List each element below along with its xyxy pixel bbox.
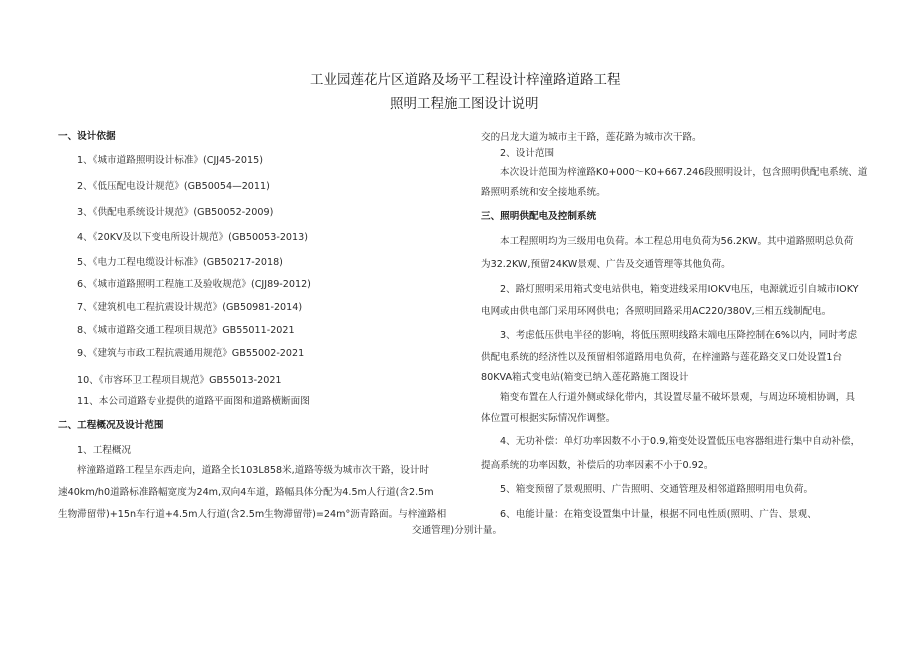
voltage-drop-line-2: 供配电系统的经济性以及预留相邻道路用电负荷，在梓潼路与莲花路交叉口处设置1台 [481,352,843,363]
overview-continuation: 交的吕龙大道为城市主干路，莲花路为城市次干路。 [481,132,702,143]
section-1-heading: 一、设计依据 [58,131,116,142]
basis-item-4: 4、《20KV及以下变电所设计规范》(GB50053-2013) [77,232,308,243]
basis-item-3: 3、《供配电系统设计规范》(GB50052-2009) [77,207,274,218]
supply-paragraph-line-1: 2、路灯照明采用箱式变电站供电，箱变进线采用IOKV电压，电源就近引自城市IOKY [500,284,859,295]
metering-line-2: 交通管理)分别计量。 [412,525,503,536]
reactive-compensation-line-1: 4、无功补偿：单灯功率因数不小于0.9,箱变处设置低压电容器组进行集中自动补偿， [500,436,861,447]
reactive-compensation-line-2: 提高系统的功率因数，补偿后的功率因素不小于0.92。 [481,460,714,471]
basis-item-2: 2、《低压配电设计规范》(GB50054—2011) [77,181,270,192]
supply-paragraph-line-2: 电网或由供电部门采用环网供电；各照明回路采用AC220/380V,三相五线制配电。 [481,306,832,317]
subsection-overview-heading: 1、工程概况 [77,445,132,456]
basis-item-9: 9、《建筑与市政工程抗震通用规范》GB55002-2021 [77,348,305,359]
basis-item-7: 7、《建筑机电工程抗震设计规范》(GB50981-2014) [77,302,303,313]
reserved-load-paragraph: 5、箱变预留了景观照明、广告照明、交通管理及相邻道路照明用电负荷。 [500,484,814,495]
basis-item-6: 6、《城市道路照明工程施工及验收规范》(CJJ89-2012) [77,279,311,290]
basis-item-10: 10、《市容环卫工程项目规范》GB55013-2021 [77,375,282,386]
basis-item-5: 5、《电力工程电缆设计标准》(GB50217-2018) [77,257,283,268]
overview-line-2: 速40km/h0道路标准路幅宽度为24m,双向4车道，路幅具体分配为4.5m人行道(含2.5m [58,487,434,498]
basis-item-11: 11、本公司道路专业提供的道路平面图和道路横断面图 [77,396,310,407]
subsection-scope-heading: 2、设计范围 [500,148,555,159]
substation-placement-line-1: 箱变布置在人行道外侧或绿化带内，其设置尽量不破坏景观，与周边环境相协调，具 [500,392,855,403]
load-paragraph-line-1: 本工程照明均为三级用电负荷。本工程总用电负荷为56.2KW。其中道路照明总负荷 [500,236,854,247]
basis-item-8: 8、《城市道路交通工程项目规范》GB55011-2021 [77,325,295,336]
voltage-drop-line-1: 3、考虑低压供电半径的影响，将低压照明线路末端电压降控制在6%以内，同时考虑 [500,330,858,341]
section-3-heading: 三、照明供配电及控制系统 [481,211,597,222]
scope-line-2: 路照明系统和安全接地系统。 [481,187,606,198]
basis-item-1: 1、《城市道路照明设计标准》(CJJ45-2015) [77,155,263,166]
overview-line-1: 梓潼路道路工程呈东西走向，道路全长103L858米,道路等级为城市次干路，设计时 [77,465,430,476]
scope-line-1: 本次设计范围为梓潼路K0+000～K0+667.246段照明设计，包含照明供配电系统、道 [500,167,868,178]
voltage-drop-line-3: 80KVA箱式变电站(箱变已纳入莲花路施工图设计 [481,372,689,383]
substation-placement-line-2: 体位置可根据实际情况作调整。 [481,413,616,424]
overview-line-3: 生物滞留带)+15n车行道+4.5m人行道(含2.5m生物滞留带)=24m°沥青路面。与梓潼路相 [58,509,447,520]
load-paragraph-line-2: 为32.2KW,预留24KW景观、广告及交通管理等其他负荷。 [481,259,731,270]
document-title-line-1: 工业园莲花片区道路及场平工程设计梓潼路道路工程 [310,72,621,88]
document-title-line-2: 照明工程施工图设计说明 [390,96,539,112]
metering-line-1: 6、电能计量：在箱变设置集中计量，根据不同电性质(照明、广告、景观、 [500,509,817,520]
section-2-heading: 二、工程概况及设计范围 [58,420,164,431]
